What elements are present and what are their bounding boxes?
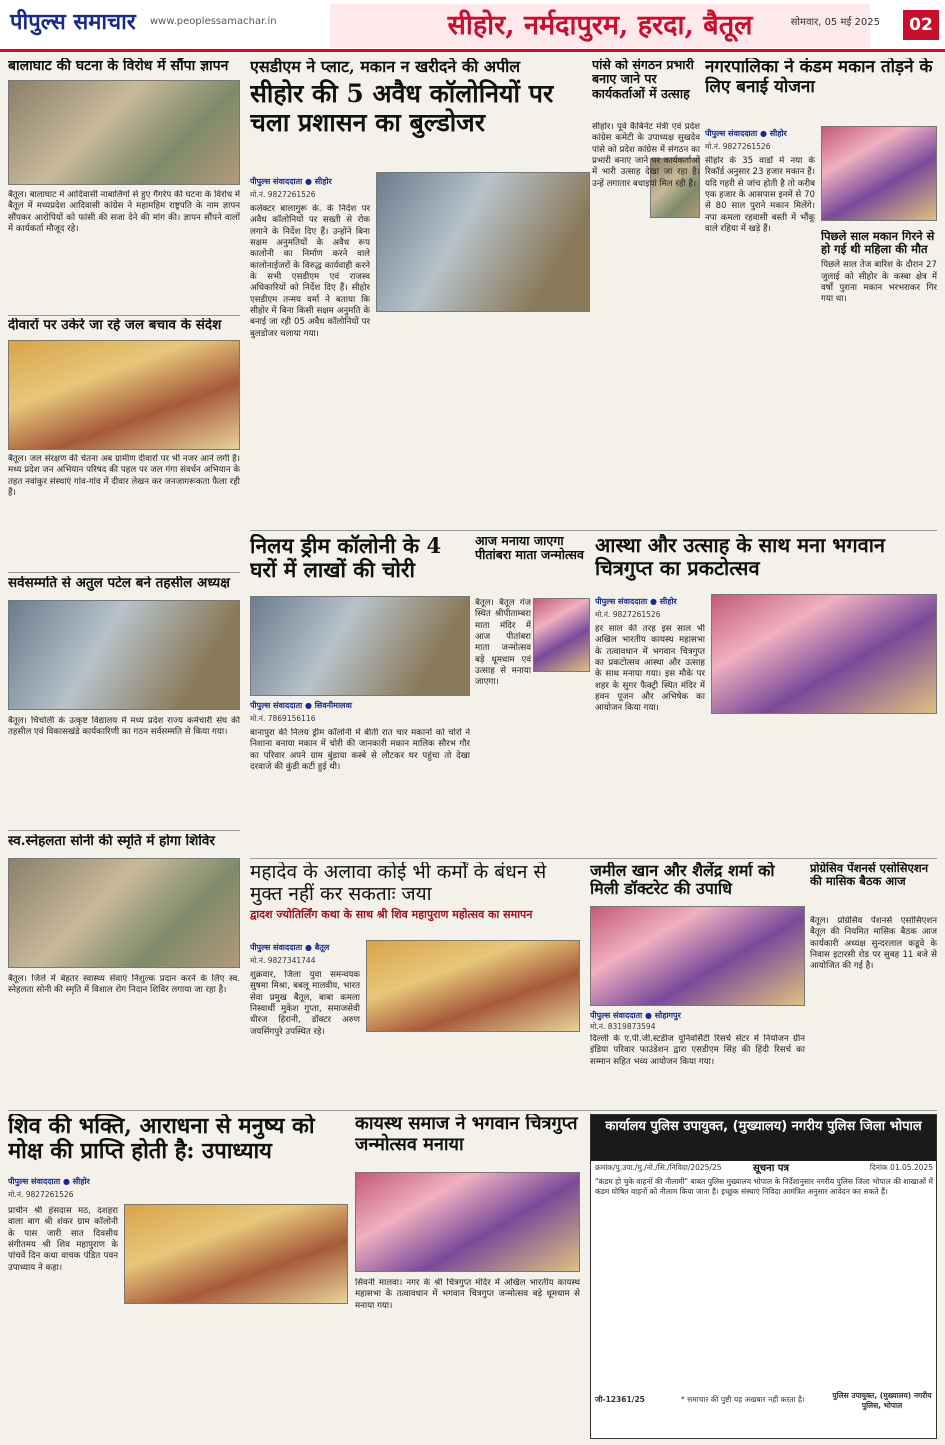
photo [8,340,240,450]
story-body: बैतूल। जिले में बेहतर स्वास्थ्य सेवाएं निशुल्क प्रदान करने के लिए स्व. स्नेहलता सोनी की स्मृति में विशाल रोग निदान शिविर लगाया जा रहा है। [8,974,240,996]
masthead [0,0,945,52]
newspaper-logo[interactable]: पीपुल्स समाचार [10,9,136,35]
story-headline: दीवारों पर उकेरे जा रहे जल बचाव के संदेश [8,318,222,333]
photo [366,940,580,1032]
story-body: बैतूल। बैतूल गंज स्थित श्रीपीताम्बरा माता मंदिर में आज पीतांबरा माता जन्मोत्सव बड़े धूमधाम एवं उत्साह से मनाया जाएगा। [475,598,531,688]
byline: पीपुल्स संवाददाता ● सोहागपुर [590,1011,681,1020]
divider [8,830,240,831]
story-condemned-houses [705,58,937,528]
story-body: पिछले साल तेज बारिश के दौरान 27 जुलाई को सीहोर के कस्बा क्षेत्र में वर्षों पुराना मकान भरभराकर गिर गया था। [821,260,937,305]
reporter-mobile: मो.नं. 9827341744 [250,956,316,965]
photo [590,906,805,1006]
story-kicker: एसडीएम ने प्लाट, मकान न खरीदने की अपील [250,58,521,76]
notice-date: दिनांक 01.05.2025 [869,1163,933,1172]
section-title: सीहोर, नर्मदापुरम, हरदा, बैतूल [330,4,870,48]
story-chitragupt [595,534,937,854]
deity-photo [533,598,590,672]
notice-code: जी-12361/25 [595,1395,645,1404]
story-headline: प्रोग्रेसिव पेंशनर्स एसोसिएशन की मासिक बैठक आज [810,862,929,889]
story-pensioners [810,862,937,1107]
story-headline: निलय ड्रीम कॉलोनी के 4 घरों में लाखों की चोरी [250,534,442,583]
story-headline: जमील खान और शैलेंद्र शर्मा को मिली डॉक्टरेट की उपाधि [590,862,775,899]
reporter-mobile: मो.नं. 9827261526 [250,190,316,199]
byline: पीपुल्स संवाददाता ● सीहोर [595,597,677,606]
story-headline: कायस्थ समाज ने भगवान चित्रगुप्त जन्मोत्सव मनाया [355,1114,578,1155]
story-theft [250,534,470,854]
story-mahadev [250,862,580,1107]
story-body: बैतूल। प्रोग्रेसिव पेंशनर्स एसोसिएशन बैतूल की नियमित मासिक बैठक आज कार्यकारी अध्यक्ष सुन्दरलाल कडूवे के निवास इटारसी रोड पर सुबह 11 बजे से आयोजित की गई है। [810,916,937,972]
story-woman-death [821,230,937,520]
bulldozer-photo [376,172,590,312]
story-headline: पिछले साल मकान गिरने से हो गई थी महिला की मौत [821,230,935,257]
story-headline: आस्था और उत्साह के साथ मना भगवान चित्रगुप्त का प्रकटोत्सव [595,534,885,580]
notice-title: कार्यालय पुलिस उपायुक्त, (मुख्यालय) नगरीय पुलिस जिला भोपाल [591,1115,936,1161]
photo [711,594,937,714]
story-headline: सर्वसम्मति से अतुल पटेल बने तहसील अध्यक्ष [8,576,230,591]
notice-signature: पुलिस उपायुक्त, (मुख्यालय) नगरीय पुलिस, भोपाल [832,1391,932,1410]
notice-label: सूचना पत्र [753,1163,789,1174]
byline: पीपुल्स संवाददाता ● सीहोर [705,129,787,138]
story-atul-patel [8,576,240,826]
story-body: सीहोर। पूर्व कैबिनेट मंत्री एवं प्रदेश कांग्रेस कमेटी के उपाध्यक्ष सुखदेव पांसे को प्रदेश कांग्रेस में संगठन का प्रभारी बनाए जाने पर कार्यकर्ताओं में भारी उत्साह देखा जा रहा है। उन्हें लगातार बधाइयां मिल रही हैं। [592,122,700,189]
story-body: दिल्ली के ए.पी.जी.स्टडीज यूनिवर्सिटी रिसर्च सेंटर में नियोजन ग्रीन इंडिया परिवार फाउंडेशन द्वारा एसडीएम सिंह की हिंदी रिसर्च का सम्मान सहित भव्य आयोजन किया गया। [590,1034,805,1067]
photo [124,1204,348,1304]
story-kayastha [355,1114,580,1439]
byline: पीपुल्स संवाददाता ● सीहोर [250,177,332,186]
police-notice [590,1114,937,1439]
notice-ref: क्रमांक/पु.उपा./मु./नो./सि./निविदा/2025/25 [595,1163,722,1172]
story-headline: पांसे को संगठन प्रभारी बनाए जाने पर कार्यकर्ताओं में उत्साह [592,58,694,101]
photo [8,600,240,710]
story-body: सिवनी मालवा। नगर के श्री चित्रगुप्त मंदिर में अखिल भारतीय कायस्थ महासभा के तत्वावधान में भगवान चित्रगुप्त जन्मोत्सव बड़े धूमधाम से मनाया गया। [355,1278,580,1311]
reporter-mobile: मो.नं. 9827261526 [705,142,771,151]
story-body: हर साल की तरह इस साल भी अखिल भारतीय कायस्थ महासभा के तत्वावधान में भगवान चित्रगुप्त का प्रकटोत्सव आस्था और उत्साह के साथ मनाया गया। इस मौके पर शहर के सुगर फैक्ट्री स्थित मंदिर में हवन पूजन और अभिषेक का आयोजन किया गया। [595,624,705,714]
photo [8,858,240,968]
story-body: प्राचीन श्री हंसदास मठ, दशहरा वाला बाग श्री शंकर ग्राम कॉलोनी के पास जारी सात दिवसीय संगीतमय श्री शिव महापुराण के पांचवें दिन कथा वाचक पंडित पवन उपाध्याय ने कहा। [8,1206,118,1273]
story-headline: स्व.स्नेहलता सोनी की स्मृति में होगा शिविर [8,834,215,849]
story-bulldozer [250,58,590,528]
reporter-mobile: मो.नं. 9827261526 [8,1190,74,1199]
story-deck: द्वादश ज्योतिर्लिंग कथा के साथ श्री शिव महापुराण महोत्सव का समापन [250,907,533,921]
reporter-mobile: मो.नं. 9827261526 [595,610,661,619]
divider [8,315,240,316]
divider [8,1110,937,1111]
reporter-mobile: मो.नं. 7869156116 [250,714,316,723]
story-body: शुक्रवार, जिला युवा समन्वयक सुषमा मिश्रा, बबलू मालवीय, भारत सेवा प्रमुख बैतूल, बाबा कमला निस्वार्थी मुकेश गुप्ता, समाजसेवी धीरज हिरानी, डॉक्टर अरुण जयसिंगपुरे उपस्थित रहे। [250,970,360,1037]
website-url[interactable]: www.peoplessamachar.in [150,16,277,27]
story-shiv-bhakti [8,1114,348,1439]
photo [250,596,470,696]
story-body: बानापुरा की निलय ड्रीम कॉलोनी में बीती रात चार मकानों को चोरों ने निशाना बनाया मकान में चोरी की जानकारी मकान मालिक सौरभ गौर का परिवार अपने ग्राम बुंडाया कस्बे से लौटकर घर पहुंचा तो देखा दरवाजे की कुंडी कटी हुई थी। [250,728,470,773]
story-body: सीहोर के 35 वार्डों में नया के रिकॉर्ड अनुसार 23 हजार मकान हैं। यदि गहरी से जांच होती है तो करीब एक हजार के आसपास इनमें से 70 से 80 साल पुराने मकान मिलेंगे। नपा कमला रहवासी बस्ती में भौंकू वाले रहिया में खड़े हैं। [705,156,815,235]
story-headline: शिव की भक्ति, आराधना से मनुष्य को मोक्ष की प्राप्ति होती है: उपाध्याय [8,1114,315,1165]
story-water-messages [8,318,240,568]
photo [821,126,937,221]
byline: पीपुल्स संवाददाता ● सीहोर [8,1177,90,1186]
notice-body: "कंडम हो चुके वाहनों की नीलामी" बाबत पुलिस मुख्यालय भोपाल के निर्देशानुसार नगरीय पुलिस जिला भोपाल की शाखाओं में कंडम घोषित वाहनों को नीलाम किया जाना है। इच्छुक संस्थाएं निविदा आमंत्रित अनुसार आवेदन कर सकते हैं। [595,1177,933,1196]
story-pitambara [475,534,590,854]
story-headline: सीहोर की 5 अवैध कॉलोनियों पर चला प्रशासन का बुल्डोजर [250,79,554,138]
page-number: 02 [903,10,939,40]
photo [8,80,240,185]
story-headline: महादेव के अलावा कोई भी कर्मों के बंधन से मुक्त नहीं कर सकताः जया [250,862,547,905]
notice-footer: * समाचार की पुष्टी यह अखबार नहीं करता है। [681,1395,805,1404]
story-body: बैतूल। चिचोली के उत्कृष्ट विद्यालय में मध्य प्रदेश राज्य कर्मचारी संघ की तहसील एवं विकासखंडे कार्यकारिणी का गठन सर्वसम्मति से किया गया। [8,716,240,738]
divider [250,530,937,531]
story-body: बैतूल। जल संरक्षण की चेतना अब ग्रामीण दीवारों पर भी नजर आने लगी है। मध्य प्रदेश जन अभियान परिषद की पहल पर जल गंगा संवर्धन अभियान के तहत नवांकुर संस्थाएं गांव-गांव में दीवार लेखन कर जनजागरूकता फैला रही हैं। [8,454,240,499]
reporter-mobile: मो.नं. 8319873594 [590,1022,656,1031]
story-doctorate [590,862,805,1107]
story-pansey [592,58,700,518]
story-headline: आज मनाया जाएगा पीतांबरा माता जन्मोत्सव [475,534,584,563]
byline: पीपुल्स संवाददाता ● सिवनीमालवा [250,701,352,710]
story-body: कलेक्टर बालागुरू के. के निर्देश पर अवैध कॉलोनियों पर सख्ती से रोक लगाने के निर्देश दिए हैं। उन्होंने बिना सक्षम अनुमतियों के अवैध रूप कालोनी का निर्माण करने वाले कालोनाईजरों के विरुद्ध कार्यवाही करने के सभी एसडीएम एवं राजस्व अधिकारियों को निर्देश दिए हैं। सीहोर एसडीएम तन्मय वर्मा ने बताया कि सीहोर में बिना किसी सक्षम अनुमति के बनाई जा रही 05 अवैध कॉलोनियों पर बुलडोजर चलाया गया। [250,204,370,339]
story-body: बैतूल। बालाघाट में आदिवासी नाबालिगों से हुए गैंगरेप की घटना के विरोध में बैतूल में मध्यप्रदेश आदिवासी कांग्रेस ने महामहिम राष्ट्रपति के नाम ज्ञापन सौंपकर आरोपियों को फांसी की सजा देने की मांग की। ज्ञापन सौंपने वालों में कार्यकर्ता मौजूद रहे। [8,190,240,235]
divider [250,858,937,859]
story-headline: बालाघाट की घटना के विरोध में सौंपा ज्ञापन [8,58,229,74]
story-snehlata-soni [8,834,240,1094]
divider [8,572,240,573]
photo [355,1172,580,1272]
byline: पीपुल्स संवाददाता ● बैतूल [250,943,330,952]
story-headline: नगरपालिका ने कंडम मकान तोड़ने के लिए बनाई योजना [705,58,933,97]
edition-date: सोमवार, 05 मई 2025 [790,17,880,28]
